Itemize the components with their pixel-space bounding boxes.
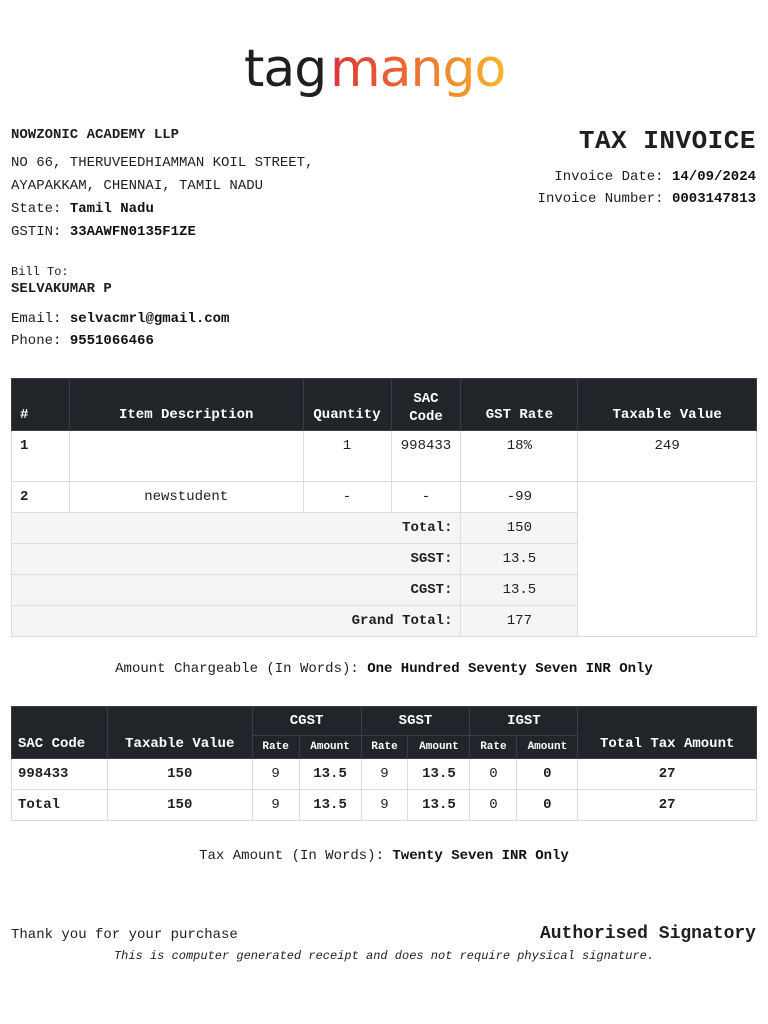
logo-text-tag: tag	[244, 39, 327, 99]
item-gst-rate: -99	[461, 482, 578, 513]
amount-words-value: One Hundred Seventy Seven INR Only	[367, 661, 653, 677]
tagmango-logo-icon	[244, 38, 524, 108]
amount-words-label: Amount Chargeable (In Words):	[115, 661, 359, 677]
invoice-date-row	[538, 166, 756, 188]
item-number: 1	[12, 431, 70, 482]
summary-value: 177	[461, 606, 578, 637]
tax-words-value: Twenty Seven INR Only	[392, 848, 569, 864]
item-description: newstudent	[69, 482, 303, 513]
tax-words-label: Tax Amount (In Words):	[199, 848, 384, 864]
email-label: Email:	[11, 311, 62, 327]
seller-name: NOWZONIC ACADEMY LLP	[11, 127, 180, 143]
item-sac: -	[391, 482, 461, 513]
tax-total: 27	[578, 759, 757, 790]
tax-taxable: 150	[107, 759, 252, 790]
invoice-number-value: 0003147813	[671, 191, 756, 207]
state-value: Tamil Nadu	[69, 201, 154, 217]
tax-cgst-rate: 9	[252, 759, 299, 790]
cgst-rate-header: Rate	[252, 736, 299, 759]
item-sac: 998433	[391, 431, 461, 482]
item-taxable-value	[578, 482, 757, 637]
brand-logo	[0, 38, 768, 113]
table-row	[12, 482, 757, 513]
customer-name: SELVAKUMAR P	[11, 281, 112, 297]
invoice-date-label: Invoice Date:	[554, 169, 664, 185]
summary-value: 150	[461, 513, 578, 544]
bill-to-label: Bill To:	[11, 265, 69, 279]
col-header-quantity: Quantity	[303, 379, 391, 431]
col-header-taxable-value: Taxable Value	[578, 379, 757, 431]
email-row	[11, 308, 229, 330]
tax-sgst-amount: 13.5	[408, 759, 470, 790]
invoice-number-row	[538, 188, 756, 210]
phone-label: Phone:	[11, 333, 62, 349]
tax-cgst-rate: 9	[252, 790, 299, 821]
tax-sgst-amount: 13.5	[408, 790, 470, 821]
tax-sac: Total	[12, 790, 108, 821]
igst-amount-header: Amount	[517, 736, 578, 759]
invoice-date-value: 14/09/2024	[671, 169, 756, 185]
tax-igst-amount: 0	[517, 790, 578, 821]
igst-rate-header: Rate	[470, 736, 517, 759]
item-quantity: 1	[303, 431, 391, 482]
summary-label: Grand Total:	[12, 606, 461, 637]
col-header-gst-rate: GST Rate	[461, 379, 578, 431]
invoice-title: TAX INVOICE	[578, 126, 756, 156]
seller-block	[11, 126, 313, 244]
summary-value: 13.5	[461, 544, 578, 575]
tax-col-igst: IGST	[470, 707, 578, 736]
tax-summary-table	[11, 706, 757, 821]
tax-sgst-rate: 9	[361, 759, 408, 790]
col-header-sac: SAC Code	[391, 379, 461, 431]
customer-contact	[11, 308, 229, 352]
authorised-signatory: Authorised Signatory	[539, 924, 756, 944]
tax-total: 27	[578, 790, 757, 821]
table-row	[12, 790, 757, 821]
summary-value: 13.5	[461, 575, 578, 606]
item-taxable-value: 249	[578, 431, 757, 482]
amount-in-words	[0, 661, 768, 677]
seller-state-row	[11, 198, 313, 221]
phone-row	[11, 330, 229, 352]
tax-cgst-amount: 13.5	[299, 790, 361, 821]
sgst-amount-header: Amount	[408, 736, 470, 759]
seller-address-line1: NO 66, THERUVEEDHIAMMAN KOIL STREET,	[11, 155, 314, 171]
tax-taxable: 150	[107, 790, 252, 821]
table-row	[12, 431, 757, 482]
tax-col-sgst: SGST	[361, 707, 470, 736]
computer-generated-note: This is computer generated receipt and does not require physical signature.	[113, 949, 655, 963]
tax-header-row-1	[12, 707, 757, 736]
state-label: State:	[11, 201, 62, 217]
tax-sgst-rate: 9	[361, 790, 408, 821]
email-value: selvacmrl@gmail.com	[69, 311, 230, 327]
item-description	[69, 431, 303, 482]
tax-col-cgst: CGST	[252, 707, 361, 736]
bill-to-block	[11, 264, 229, 352]
invoice-header	[538, 126, 756, 210]
cgst-amount-header: Amount	[299, 736, 361, 759]
tax-in-words	[0, 848, 768, 864]
thank-you-text: Thank you for your purchase	[11, 927, 238, 943]
item-number: 2	[12, 482, 70, 513]
item-quantity: -	[303, 482, 391, 513]
tax-igst-rate: 0	[470, 759, 517, 790]
items-table	[11, 378, 757, 637]
summary-label: CGST:	[12, 575, 461, 606]
tax-sac: 998433	[12, 759, 108, 790]
col-header-description: Item Description	[69, 379, 303, 431]
logo-text-mango: mango	[330, 39, 506, 99]
seller-address-line2: AYAPAKKAM, CHENNAI, TAMIL NADU	[11, 178, 264, 194]
table-row	[12, 759, 757, 790]
phone-value: 9551066466	[69, 333, 154, 349]
item-gst-rate: 18%	[461, 431, 578, 482]
tax-col-total: Total Tax Amount	[578, 707, 757, 759]
summary-label: SGST:	[12, 544, 461, 575]
col-header-number: #	[12, 379, 70, 431]
tax-igst-amount: 0	[517, 759, 578, 790]
gstin-label: GSTIN:	[11, 224, 62, 240]
tax-igst-rate: 0	[470, 790, 517, 821]
seller-gstin-row	[11, 221, 313, 244]
items-header-row	[12, 379, 757, 431]
tax-cgst-amount: 13.5	[299, 759, 361, 790]
invoice-number-label: Invoice Number:	[537, 191, 664, 207]
summary-label: Total:	[12, 513, 461, 544]
tax-col-sac: SAC Code	[12, 707, 108, 759]
tax-col-taxable: Taxable Value	[107, 707, 252, 759]
sgst-rate-header: Rate	[361, 736, 408, 759]
gstin-value: 33AAWFN0135F1ZE	[69, 224, 196, 240]
